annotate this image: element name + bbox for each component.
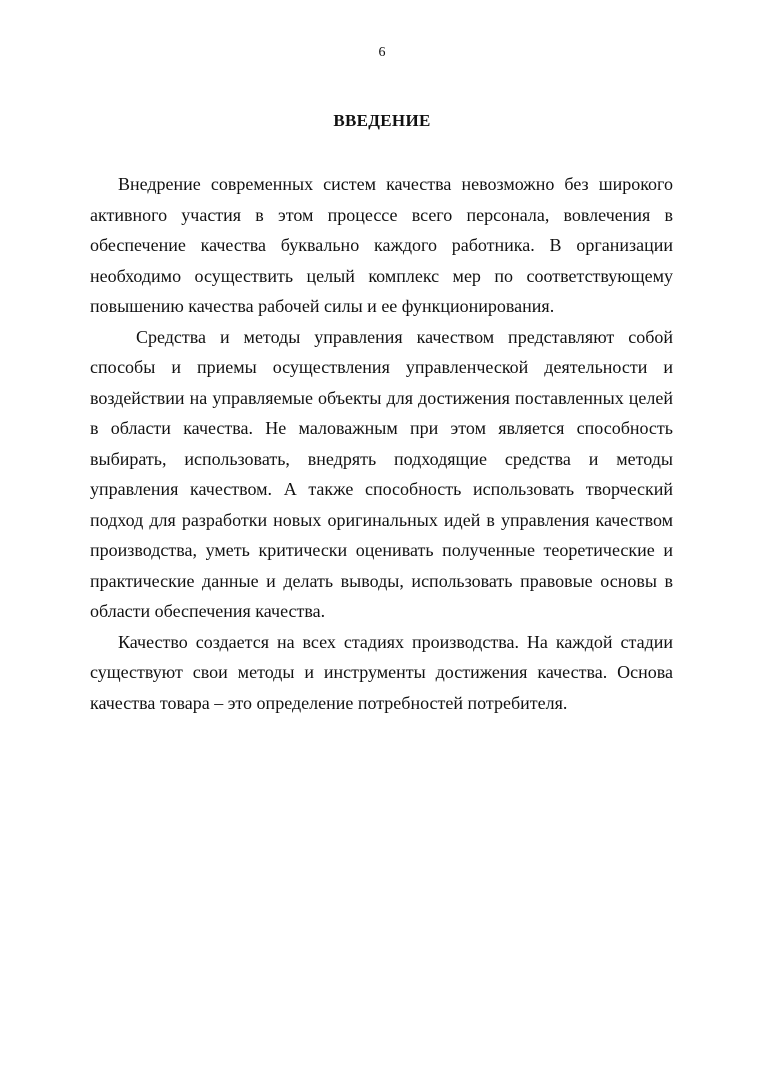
paragraph-stages: Качество создается на всех стадиях производства. На каждой стадии существуют свои методы и инструменты достижения качества. Основа качества товара – это определение потребностей потребителя. xyxy=(90,631,673,713)
section-title: ВВЕДЕНИЕ xyxy=(333,111,431,130)
document-body xyxy=(90,169,673,718)
page-number: 6 xyxy=(378,45,386,60)
paragraph-intro: Внедрение современных систем качества невозможно без широкого активного участия в этом процессе всего персонала, вовлечения в обеспечение качества буквально каждого работника. В организации необходимо осуществить целый комплекс мер по соответствующему повышению качества рабочей силы и ее функционирования. xyxy=(90,174,673,316)
paragraph-methods: Средства и методы управления качеством представляют собой способы и приемы осуществления управленческой деятельности и воздействии на управляемые объекты для достижения поставленных целей в области качества. Не маловажным при этом является способность выбирать, использовать, внедрять подходящие средства и методы управления качеством. А также способность использовать творческий подход для разработки новых оригинальных идей в управления качеством производства, уметь критически оценивать полученные теоретические и практические данные и делать выводы, использовать правовые основы в области обеспечения качества. xyxy=(90,326,673,621)
